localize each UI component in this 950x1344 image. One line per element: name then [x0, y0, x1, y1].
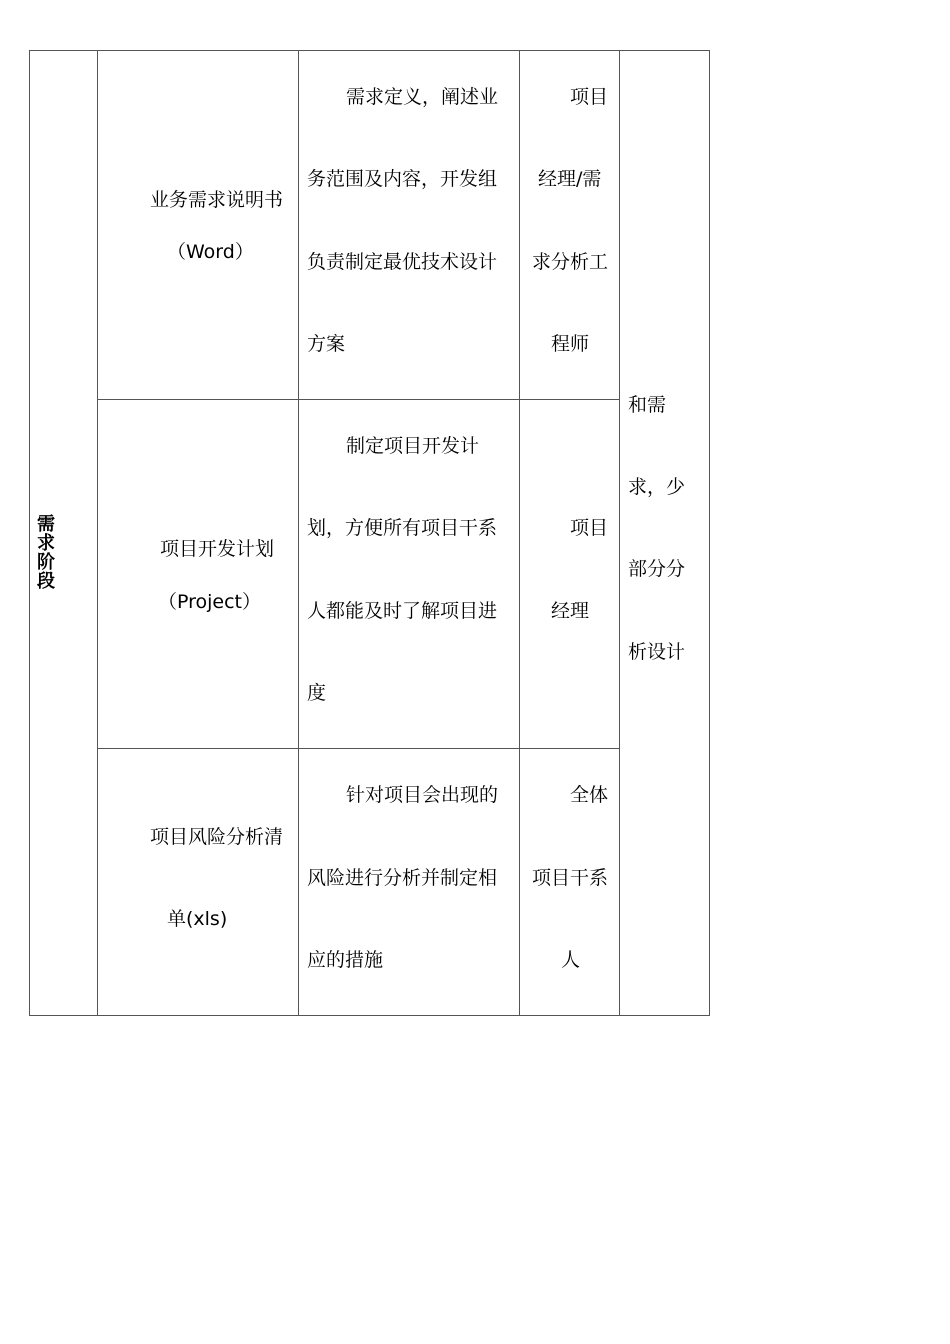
- stage-cell: [30, 51, 97, 1015]
- description-line: 应的措施: [307, 949, 384, 971]
- description-line: 制定项目开发计: [346, 435, 480, 457]
- description-line: 人都能及时了解项目进: [307, 600, 498, 622]
- description-line: 负责制定最优技术设计: [307, 251, 498, 273]
- stage-label-char: 求: [37, 533, 55, 554]
- remark-line: 求，少: [628, 476, 686, 498]
- remark-line: 和需: [628, 394, 667, 416]
- owner-line: 项目: [570, 517, 609, 539]
- owner-line: 项目: [570, 86, 609, 108]
- remark-line: 部分分: [628, 558, 686, 580]
- owner-line: 经理/需: [538, 168, 602, 190]
- owner-line: 经理: [551, 600, 590, 622]
- description-line: 方案: [307, 333, 346, 355]
- deliverable-name: 业务需求说明书: [150, 189, 284, 211]
- description-line: 风险进行分析并制定相: [307, 867, 498, 889]
- owner-line: 程师: [551, 333, 590, 355]
- description-line: 划，方便所有项目干系: [307, 517, 498, 539]
- column-divider: [97, 51, 98, 1015]
- row-divider: [97, 748, 619, 749]
- row-divider: [97, 399, 619, 400]
- deliverable-format: 单(xls): [167, 908, 228, 930]
- column-divider: [519, 51, 520, 1015]
- description-line: 需求定义，阐述业: [346, 86, 499, 108]
- stage-label-char: 需: [37, 514, 55, 535]
- deliverable-format: （Word）: [167, 241, 254, 263]
- deliverable-name: 项目开发计划: [160, 538, 275, 560]
- owner-line: 全体: [570, 784, 609, 806]
- column-divider: [298, 51, 299, 1015]
- description-line: 针对项目会出现的: [346, 784, 499, 806]
- description-line: 度: [307, 682, 327, 704]
- deliverable-name: 项目风险分析清: [150, 826, 284, 848]
- stage-label-char: 阶: [37, 552, 55, 573]
- description-line: 务范围及内容，开发组: [307, 168, 498, 190]
- owner-line: 求分析工: [532, 251, 609, 273]
- deliverable-format: （Project）: [158, 591, 262, 613]
- remark-line: 析设计: [628, 641, 686, 663]
- owner-line: 项目干系: [532, 867, 609, 889]
- owner-line: 人: [561, 949, 581, 971]
- deliverables-table: [29, 50, 710, 1016]
- column-divider: [619, 51, 620, 1015]
- stage-label-char: 段: [37, 571, 55, 592]
